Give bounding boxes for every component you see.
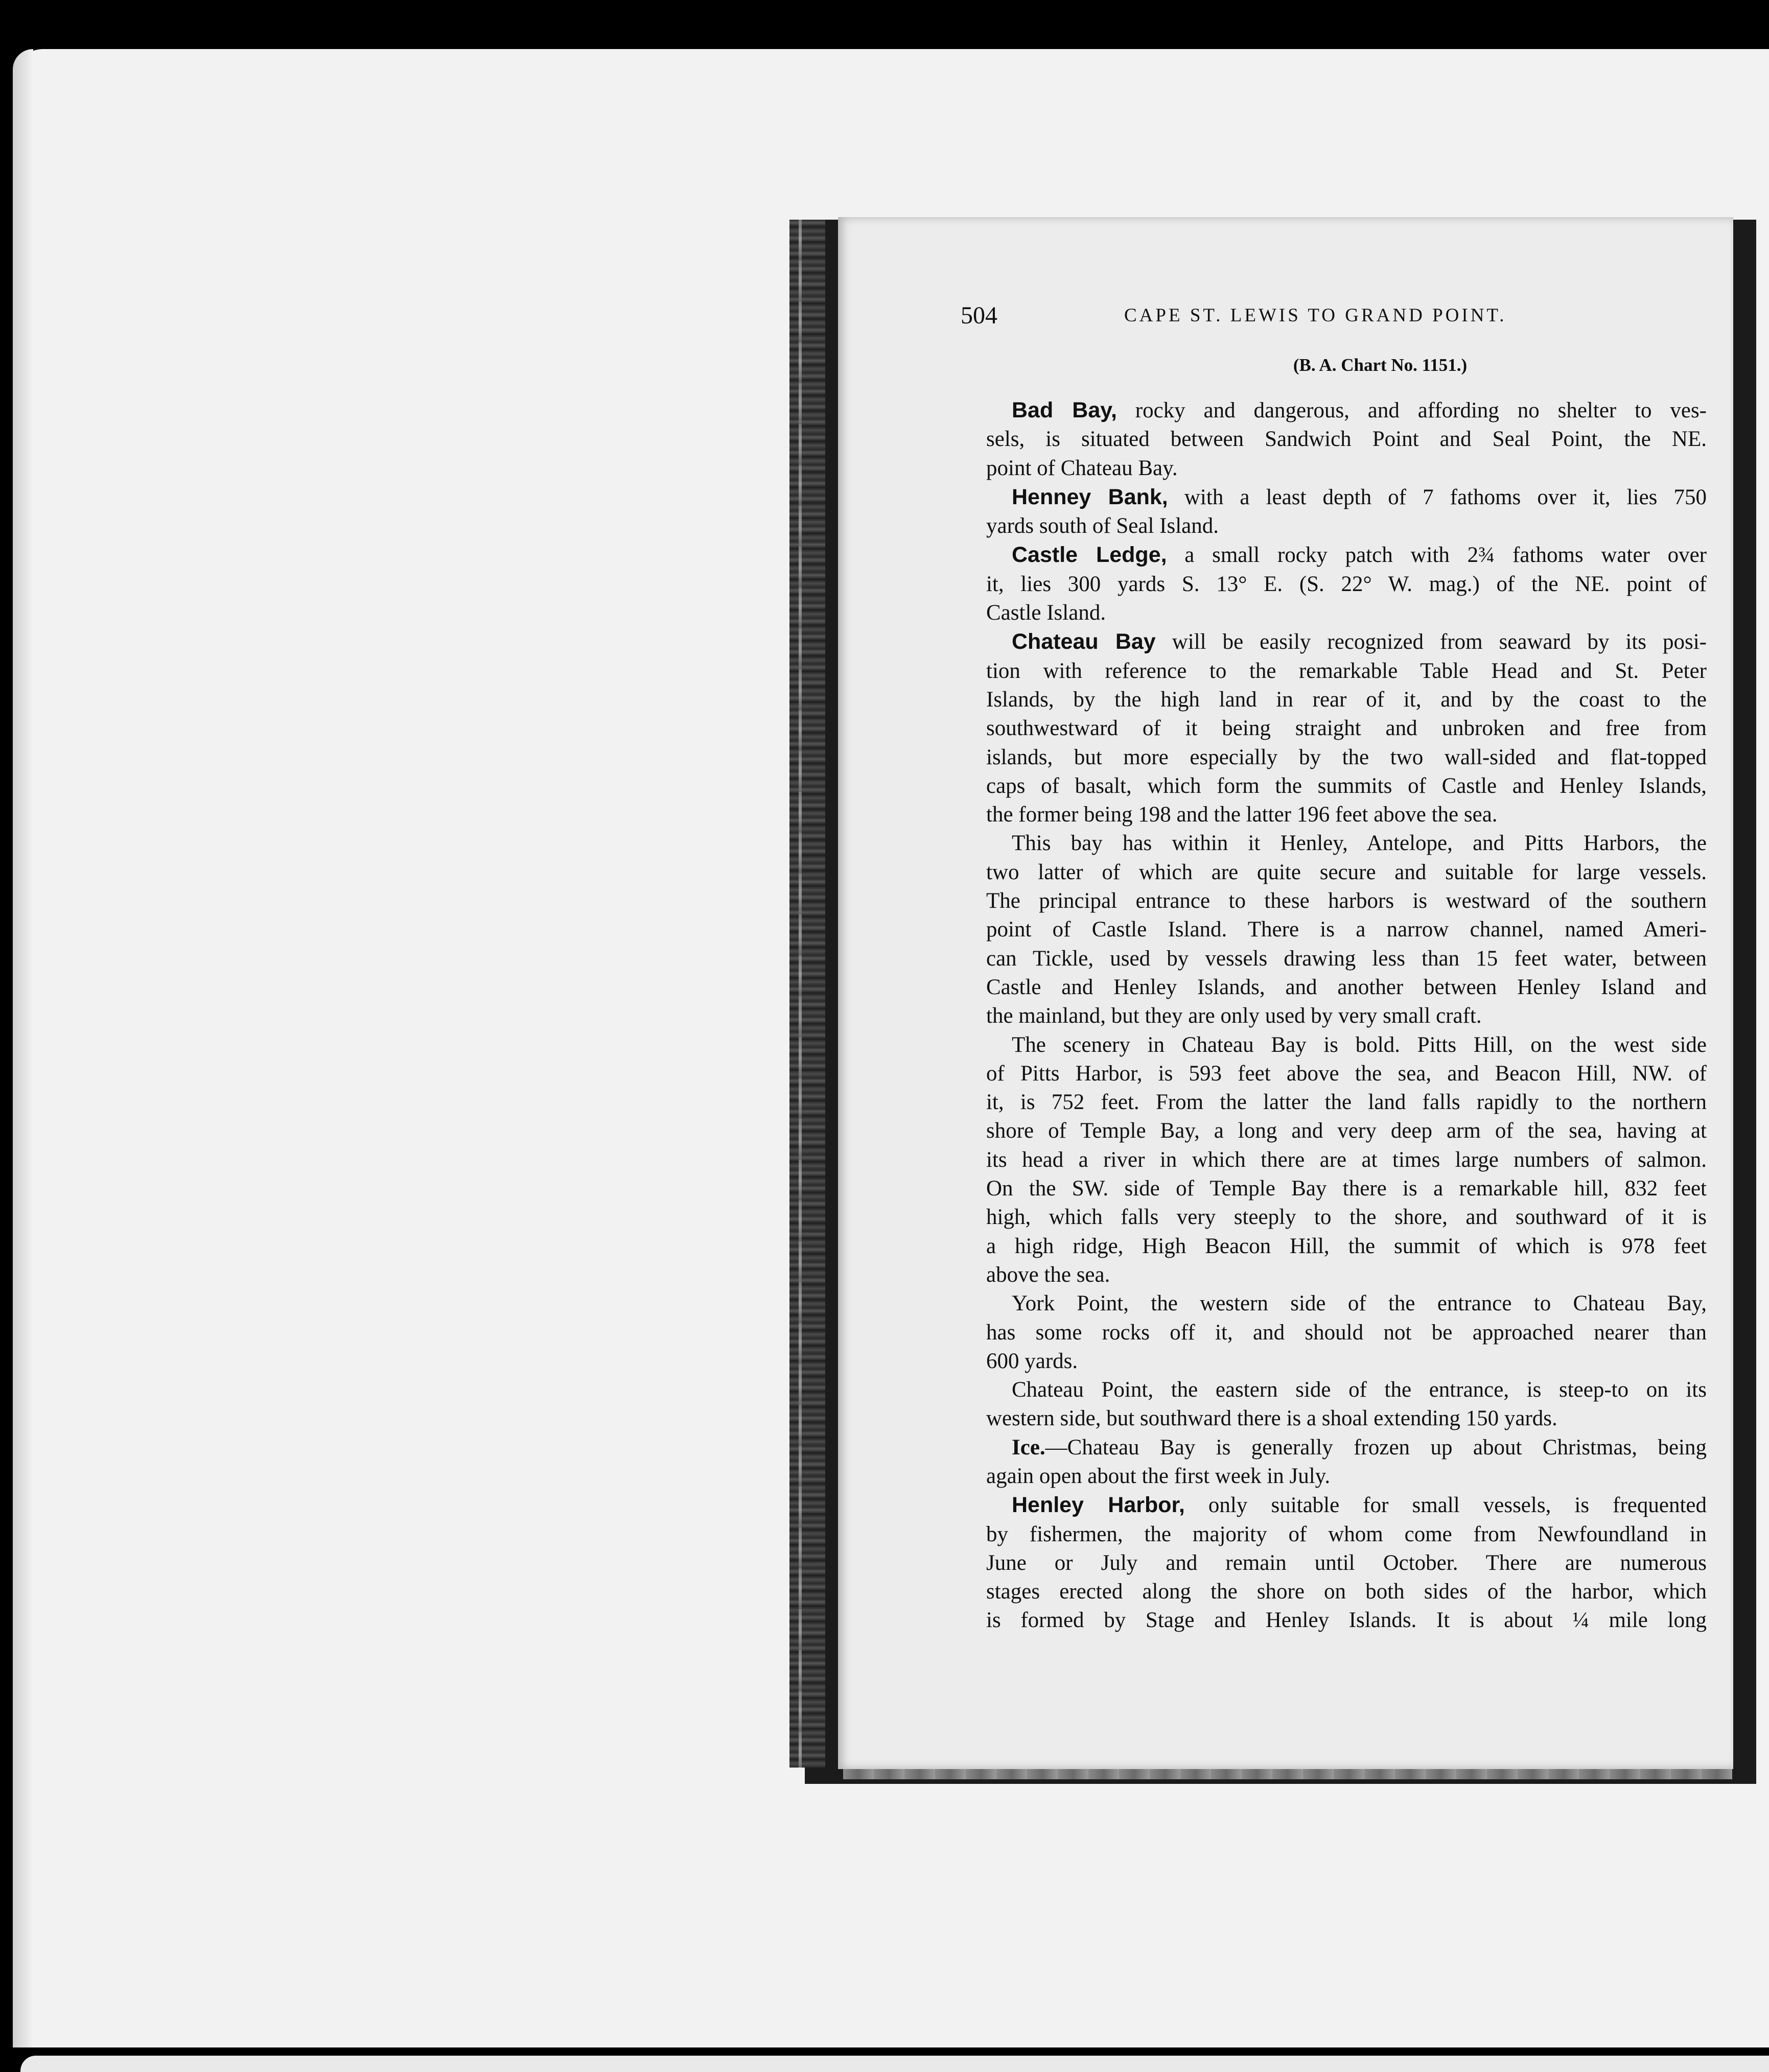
paragraph (961, 540, 1707, 627)
paragraph (961, 627, 1707, 829)
text-line (961, 772, 1707, 800)
line-text: Chateau Point, the eastern side of the entrance, is steep-to on its (1012, 1378, 1707, 1402)
text-line (961, 1549, 1707, 1577)
paragraph (961, 483, 1707, 541)
text-line (961, 540, 1707, 570)
text-line (961, 1117, 1707, 1145)
line-text: islands, but more especially by the two wall-sided and flat-topped (986, 745, 1707, 769)
text-line (961, 1318, 1707, 1347)
book-spine (789, 220, 825, 1768)
line-text: has some rocks off it, and should not be approached nearer than (986, 1320, 1707, 1345)
text-line (961, 915, 1707, 944)
paragraph (961, 1491, 1707, 1635)
text-line (961, 657, 1707, 686)
paragraph-heading: Bad Bay, (1012, 398, 1117, 422)
line-text: Islands, by the high land in rear of it, and by the coast to the (986, 687, 1707, 712)
line-text: above the sea. (986, 1262, 1110, 1287)
line-text: its head a river in which there are at times large numbers of salmon. (986, 1147, 1707, 1172)
page-bottom-edge (843, 1769, 1732, 1779)
paragraph (961, 1289, 1707, 1376)
line-text: York Point, the western side of the entrance to Chateau Bay, (1012, 1291, 1707, 1316)
text-line (961, 714, 1707, 743)
line-text: —Chateau Bay is generally frozen up about Christmas, being (1045, 1435, 1707, 1459)
text-line (961, 945, 1707, 973)
line-text: The scenery in Chateau Bay is bold. Pitts Hill, on the west side (1012, 1032, 1707, 1057)
text-line (961, 483, 1707, 512)
line-text: only suitable for small vessels, is frequented (1184, 1493, 1707, 1518)
line-text: On the SW. side of Temple Bay there is a remarkable hill, 832 feet (986, 1176, 1707, 1201)
text-line (961, 973, 1707, 1002)
line-text: rocky and dangerous, and affording no shelter to ves- (1116, 398, 1707, 422)
line-text: The principal entrance to these harbors is westward of the southern (986, 889, 1707, 913)
line-text: with a least depth of 7 fathoms over it, lies 750 (1168, 485, 1707, 509)
paragraph (961, 1376, 1707, 1433)
line-text: high, which falls very steeply to the shore, and southward of it is (986, 1205, 1707, 1230)
line-text: shore of Temple Bay, a long and very deep arm of the sea, having at (986, 1119, 1707, 1143)
text-line (961, 686, 1707, 714)
text-line (961, 829, 1707, 858)
line-text: 600 yards. (986, 1349, 1078, 1373)
line-text: a small rocky patch with 2¾ fathoms water over (1167, 543, 1707, 568)
line-text: the mainland, but they are only used by very small craft. (986, 1004, 1482, 1028)
line-text: a high ridge, High Beacon Hill, the summit of which is 978 feet (986, 1234, 1707, 1258)
line-text: again open about the first week in July. (986, 1464, 1331, 1488)
line-text: June or July and remain until October. There are numerous (986, 1550, 1707, 1575)
text-line (961, 1088, 1707, 1117)
chart-reference (0, 355, 1769, 375)
text-line (961, 1002, 1707, 1030)
line-text: This bay has within it Henley, Antelope, and Pitts Harbors, the (1012, 831, 1707, 856)
text-line (961, 1606, 1707, 1635)
text-line (961, 599, 1707, 627)
line-text: by fishermen, the majority of whom come from Newfoundland in (986, 1522, 1707, 1546)
paragraph (961, 1433, 1707, 1491)
text-line (961, 1174, 1707, 1203)
text-line (961, 800, 1707, 829)
text-line (961, 1577, 1707, 1606)
text-line (961, 1462, 1707, 1491)
text-line (961, 1031, 1707, 1059)
body-text (961, 396, 1707, 1635)
line-text: tion with reference to the remarkable Table Head and St. Peter (986, 658, 1707, 683)
paragraph (961, 1031, 1707, 1290)
text-line (961, 1520, 1707, 1549)
line-text: Castle Island. (986, 601, 1106, 625)
text-line (961, 858, 1707, 887)
line-text: caps of basalt, which form the summits of Castle and Henley Islands, (986, 773, 1707, 798)
line-text: two latter of which are quite secure and suitable for large vessels. (986, 860, 1707, 884)
line-text: southwestward of it being straight and unbroken and free from (986, 716, 1707, 741)
line-text: yards south of Seal Island. (986, 514, 1219, 538)
line-text: stages erected along the shore on both sides of the harbor, which (986, 1580, 1707, 1604)
text-line (961, 1059, 1707, 1088)
paragraph-heading: Henley Harbor, (1012, 1493, 1185, 1518)
text-line (961, 627, 1707, 656)
line-text: it, is 752 feet. From the latter the land falls rapidly to the northern (986, 1090, 1707, 1115)
text-line (961, 1376, 1707, 1404)
line-text: sels, is situated between Sandwich Point and Seal Point, the NE. (986, 427, 1707, 452)
text-line (961, 512, 1707, 540)
text-line (961, 1491, 1707, 1520)
paragraph-heading: Chateau Bay (1012, 629, 1156, 654)
text-line (961, 1232, 1707, 1261)
paragraph (961, 829, 1707, 1030)
line-text: Castle and Henley Islands, and another between Henley Island and (986, 975, 1707, 999)
text-line (961, 1203, 1707, 1232)
text-line (961, 1347, 1707, 1376)
paragraph-heading: Henney Bank, (1012, 484, 1168, 509)
line-text: will be easily recognized from seaward by its posi- (1155, 630, 1707, 654)
text-line (961, 454, 1707, 483)
text-line (961, 1289, 1707, 1318)
running-head: CAPE ST. LEWIS TO GRAND POINT. (1124, 305, 1507, 326)
page-number: 504 (961, 302, 997, 329)
line-text: point of Chateau Bay. (986, 456, 1178, 480)
paragraph-heading: Ice. (1012, 1435, 1045, 1459)
text-line (961, 887, 1707, 915)
line-text: can Tickle, used by vessels drawing less than 15 feet water, between (986, 946, 1707, 971)
paragraph-heading: Castle Ledge, (1012, 543, 1167, 568)
text-line (961, 1433, 1707, 1462)
line-text: it, lies 300 yards S. 13° E. (S. 22° W. mag.) of the NE. point of (986, 572, 1707, 596)
line-text: is formed by Stage and Henley Islands. It is about ¼ mile long (986, 1608, 1707, 1633)
text-line (961, 1261, 1707, 1289)
text-line (961, 570, 1707, 599)
page-header (961, 301, 1707, 332)
scan-bottom-edge (20, 2056, 1769, 2072)
text-line (961, 743, 1707, 772)
text-line (961, 1146, 1707, 1174)
line-text: western side, but southward there is a shoal extending 150 yards. (986, 1406, 1557, 1431)
scan-left-shadow (13, 49, 33, 2047)
text-line (961, 425, 1707, 454)
chart-reference-text: (B. A. Chart No. 1151.) (1293, 355, 1468, 375)
line-text: of Pitts Harbor, is 593 feet above the sea, and Beacon Hill, NW. of (986, 1061, 1707, 1086)
text-line (961, 1404, 1707, 1433)
line-text: the former being 198 and the latter 196 feet above the sea. (986, 803, 1498, 827)
text-line (961, 396, 1707, 425)
paragraph (961, 396, 1707, 483)
line-text: point of Castle Island. There is a narrow channel, named Ameri- (986, 917, 1707, 942)
